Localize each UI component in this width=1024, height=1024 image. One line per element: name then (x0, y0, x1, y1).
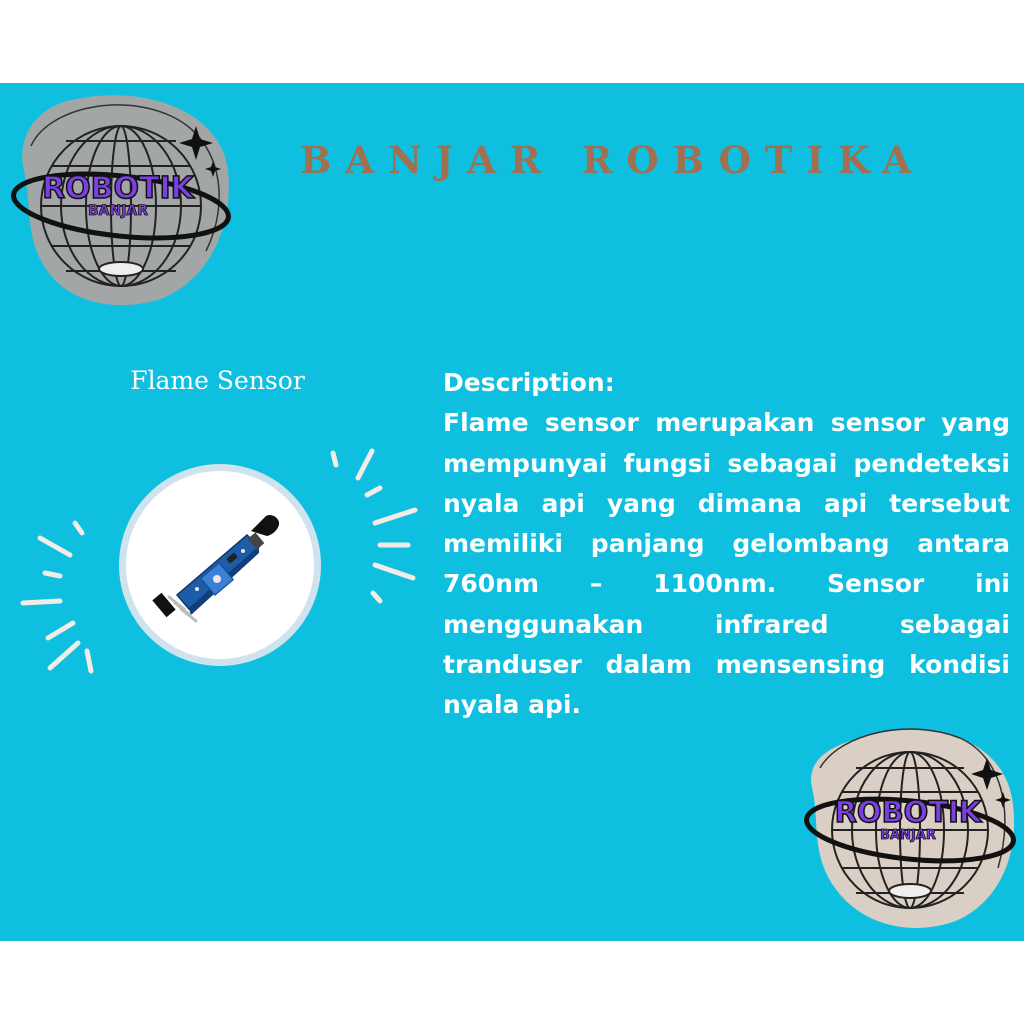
page-title: BANJAR ROBOTIKA (300, 138, 926, 182)
logo-sub-text: BANJAR (87, 203, 149, 219)
logo-sub-text: BANJAR (880, 828, 936, 843)
product-name: Flame Sensor (130, 366, 305, 395)
description-heading: Description: (443, 368, 615, 397)
product-image (15, 443, 425, 703)
logo-main-text: ROBOTIK (42, 171, 194, 206)
robotik-logo (6, 91, 236, 313)
description-body: Flame sensor merupakan sensor yang mempunyai fungsi sebagai pendeteksi nyala api yang dimana api tersebut memiliki panjang gelombang antara 760nm – 1100nm. Sensor ini menggunakan infrared sebagai tranduser dalam mensensing kondisi nyala api. (443, 408, 1010, 720)
description-block (443, 363, 1010, 726)
banner-panel (0, 83, 1024, 941)
robotik-logo-secondary (800, 718, 1020, 936)
logo-main-text: ROBOTIK (834, 795, 982, 829)
